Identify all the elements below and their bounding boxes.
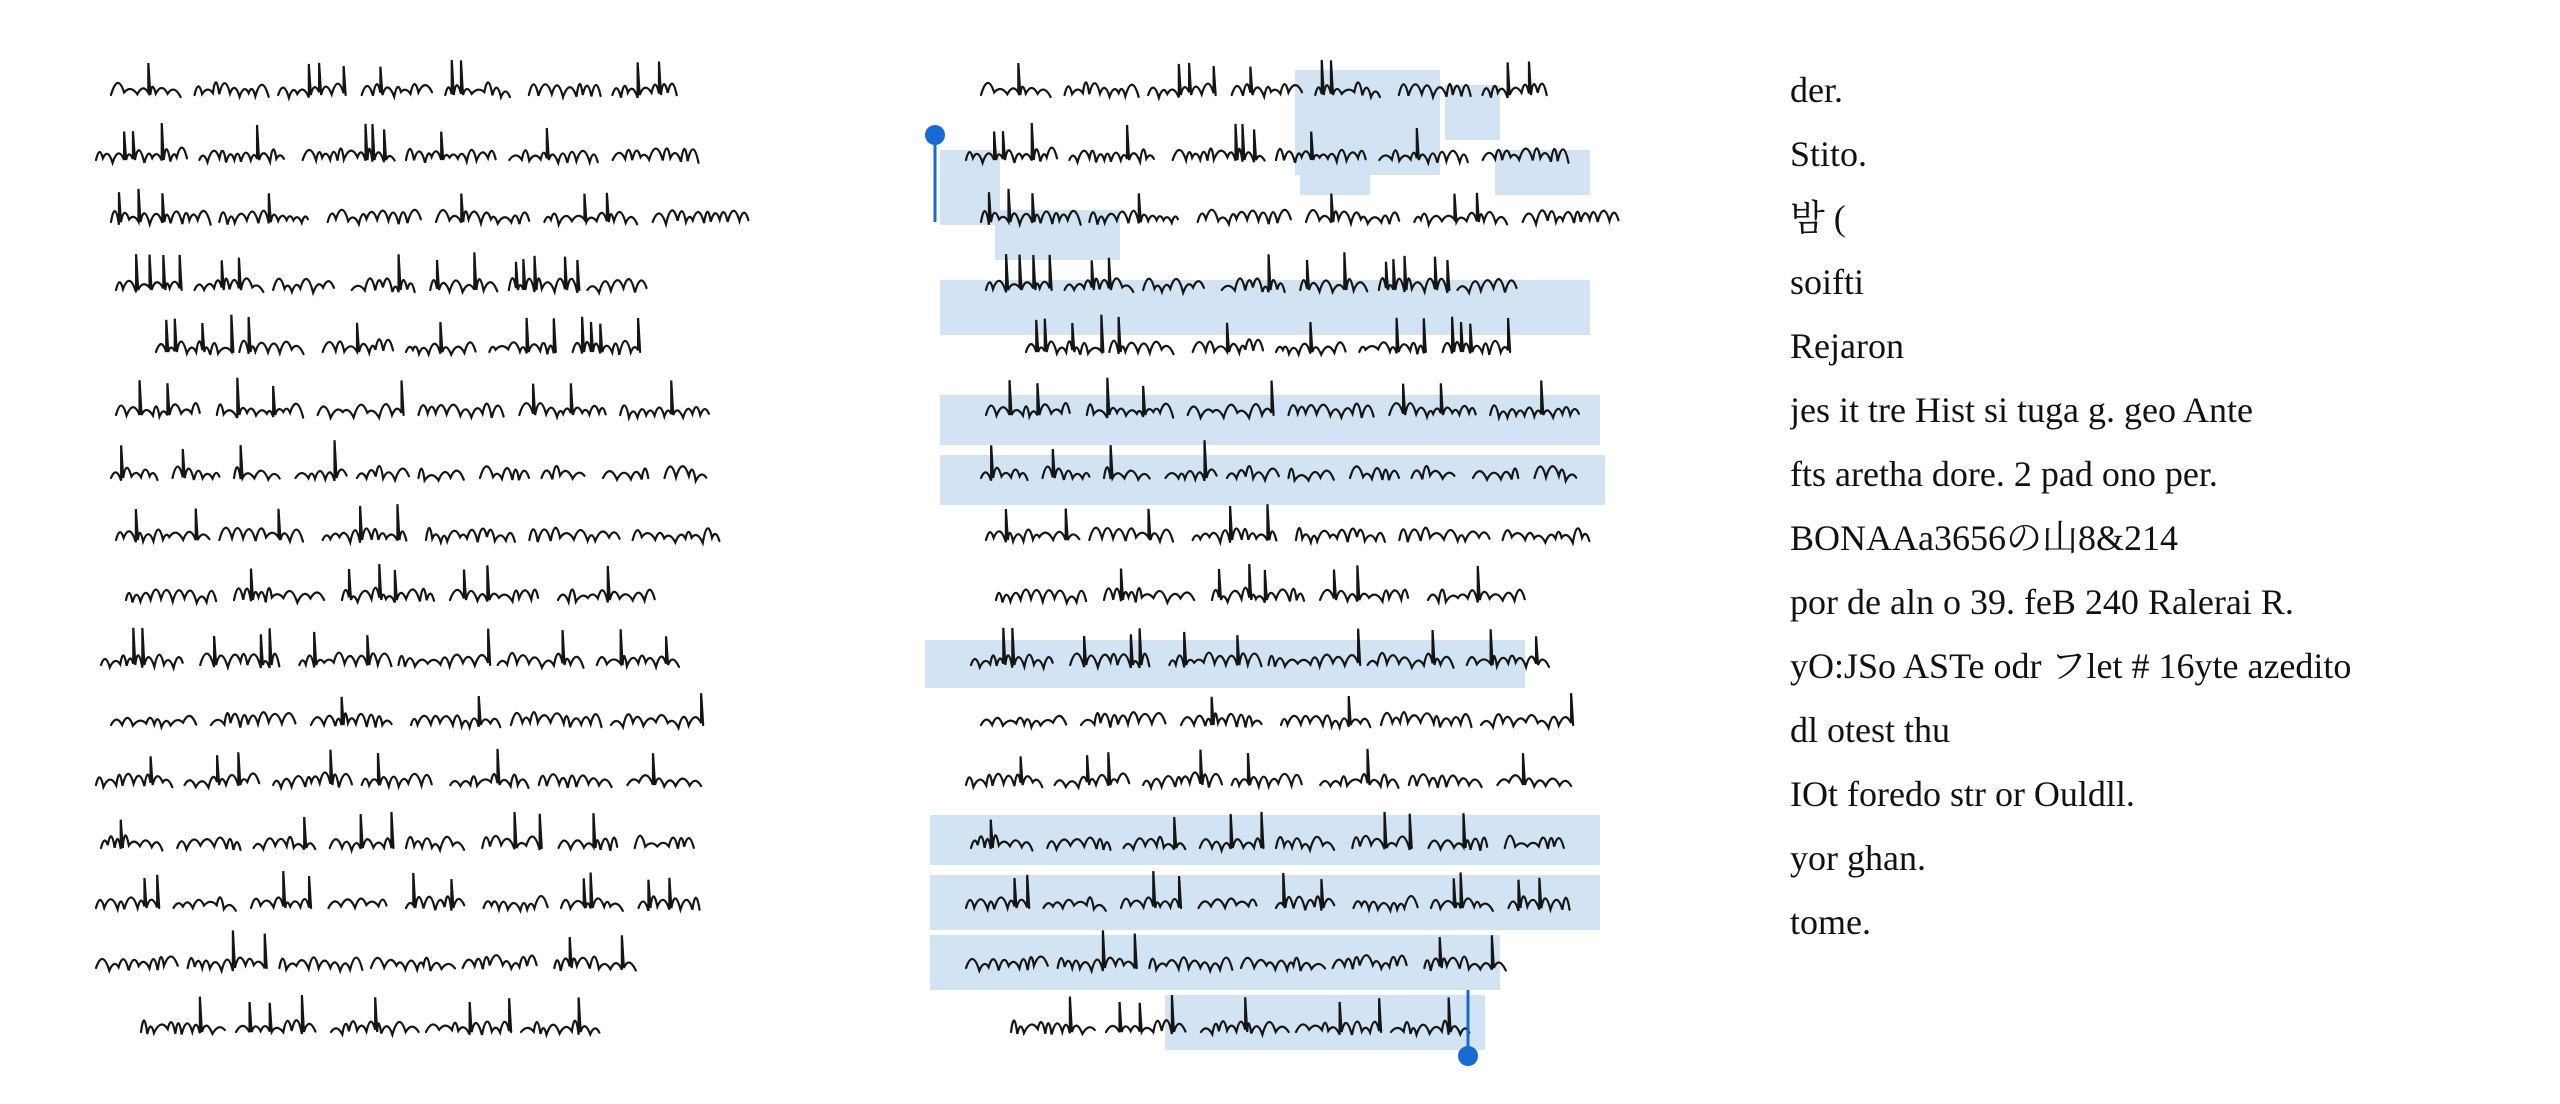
handwritten-word bbox=[362, 753, 432, 786]
handwritten-word bbox=[330, 812, 394, 851]
handwritten-word bbox=[303, 124, 395, 162]
handwritten-word bbox=[101, 628, 183, 668]
handwritten-word bbox=[653, 210, 749, 224]
recognized-text-list[interactable] bbox=[1790, 58, 2351, 954]
handwritten-word bbox=[1281, 696, 1370, 727]
handwritten-word bbox=[254, 817, 316, 850]
handwriting-image-original bbox=[0, 0, 900, 1104]
handwriting-scan-with-selection[interactable] bbox=[900, 0, 1800, 1104]
recognized-text-line[interactable]: jes it tre Hist si tuga g. geo Ante bbox=[1790, 390, 2253, 430]
handwritten-word bbox=[1497, 753, 1571, 786]
handwritten-word bbox=[1212, 564, 1304, 603]
handwritten-word bbox=[323, 323, 393, 353]
handwritten-word bbox=[511, 712, 601, 727]
recognized-text-line[interactable]: soifti bbox=[1790, 262, 1865, 302]
handwritten-word bbox=[1011, 997, 1095, 1035]
handwritten-word bbox=[278, 63, 345, 98]
handwritten-word bbox=[419, 469, 464, 481]
handwritten-word bbox=[126, 590, 216, 603]
handwritten-word bbox=[111, 63, 181, 97]
handwritten-word bbox=[1399, 528, 1489, 542]
handwritten-word bbox=[219, 193, 308, 224]
handwritten-word bbox=[342, 564, 434, 603]
handwritten-word bbox=[299, 632, 391, 668]
handwritten-word bbox=[1104, 569, 1194, 603]
handwritten-word bbox=[328, 210, 421, 224]
handwritten-word bbox=[436, 194, 529, 225]
handwritten-word bbox=[96, 957, 178, 971]
recognized-text-panel[interactable] bbox=[1790, 0, 2560, 1104]
handwritten-word bbox=[411, 696, 500, 727]
handwritten-word bbox=[587, 279, 646, 293]
handwritten-word bbox=[111, 445, 157, 480]
handwritten-word bbox=[603, 469, 648, 480]
recognized-text-line[interactable]: fts aretha dore. 2 pad ono per. bbox=[1790, 454, 2218, 494]
handwritten-word bbox=[544, 193, 637, 225]
handwritten-word bbox=[558, 566, 655, 603]
handwritten-word bbox=[480, 466, 529, 480]
recognized-text-line[interactable]: Stito. bbox=[1790, 134, 1868, 174]
handwritten-word bbox=[445, 60, 510, 97]
recognized-text-line[interactable]: yO:JSo ASTe odr フlet # 16yte azedito bbox=[1790, 646, 2352, 686]
handwritten-word bbox=[996, 590, 1086, 603]
handwritten-word bbox=[1428, 566, 1525, 603]
handwritten-word bbox=[1414, 193, 1507, 225]
handwritten-word bbox=[311, 697, 392, 728]
handwritten-word bbox=[1089, 509, 1173, 542]
handwritten-word bbox=[426, 998, 511, 1035]
handwritten-word bbox=[611, 693, 703, 728]
handwriting-ink bbox=[96, 60, 748, 1035]
handwritten-word bbox=[101, 820, 162, 851]
handwritten-word bbox=[195, 82, 269, 97]
handwritten-word bbox=[1503, 528, 1590, 543]
selection-highlight bbox=[930, 875, 1600, 930]
handwritten-word bbox=[463, 955, 537, 969]
handwritten-word bbox=[399, 629, 491, 667]
recognized-text-line[interactable]: Rejaron bbox=[1790, 326, 1904, 366]
handwritten-word bbox=[509, 256, 580, 293]
handwritten-word bbox=[156, 315, 233, 355]
handwritten-word bbox=[406, 322, 476, 355]
handwritten-word bbox=[296, 440, 347, 481]
handwritten-word bbox=[1296, 528, 1385, 542]
handwritten-word bbox=[96, 756, 172, 787]
handwritten-word bbox=[426, 528, 515, 542]
handwritten-word bbox=[200, 628, 279, 668]
handwritten-word bbox=[981, 716, 1066, 727]
handwriting-image-selection[interactable] bbox=[900, 0, 1800, 1104]
handwritten-word bbox=[519, 383, 605, 417]
handwritten-word bbox=[1065, 82, 1139, 97]
handwritten-word bbox=[1081, 712, 1165, 727]
handwritten-word bbox=[1523, 210, 1619, 224]
handwritten-word bbox=[1320, 749, 1398, 788]
selection-handle-icon[interactable] bbox=[1458, 1046, 1478, 1066]
handwritten-word bbox=[597, 629, 679, 667]
handwritten-word bbox=[239, 317, 303, 354]
handwritten-word bbox=[489, 318, 555, 354]
selection-handle-icon[interactable] bbox=[925, 125, 945, 145]
handwritten-word bbox=[116, 509, 209, 543]
handwritten-word bbox=[116, 254, 182, 292]
handwritten-word bbox=[430, 252, 497, 292]
selection-highlight bbox=[930, 815, 1600, 865]
handwritten-word bbox=[219, 509, 303, 542]
handwritten-word bbox=[234, 445, 280, 479]
handwritten-word bbox=[635, 836, 694, 849]
handwritten-word bbox=[318, 380, 404, 417]
handwritten-word bbox=[559, 813, 618, 851]
handwritten-word bbox=[509, 128, 597, 163]
handwritten-word bbox=[1320, 565, 1408, 601]
handwritten-word bbox=[279, 957, 362, 970]
handwritten-word bbox=[482, 812, 541, 850]
handwritten-word bbox=[406, 132, 496, 163]
recognized-text-line[interactable]: BONAAa3656の山8&214 bbox=[1790, 518, 2178, 558]
handwritten-word bbox=[329, 899, 387, 908]
recognized-text-line[interactable]: yor ghan. bbox=[1790, 838, 1926, 878]
handwritten-word bbox=[1232, 67, 1302, 97]
handwritten-word bbox=[1198, 210, 1291, 224]
handwritten-word bbox=[116, 380, 200, 416]
handwritten-word bbox=[357, 466, 409, 480]
handwritten-word bbox=[1409, 774, 1482, 787]
handwritten-word bbox=[331, 997, 419, 1034]
handwritten-word bbox=[1482, 62, 1546, 98]
handwritten-word bbox=[199, 125, 284, 163]
handwritten-word bbox=[1232, 753, 1302, 786]
handwritten-word bbox=[174, 897, 236, 910]
handwriting-scan bbox=[0, 0, 900, 1104]
handwritten-word bbox=[620, 380, 709, 417]
handwritten-word bbox=[639, 878, 700, 911]
handwritten-word bbox=[554, 935, 636, 971]
handwritten-word bbox=[1193, 504, 1277, 542]
handwritten-word bbox=[217, 378, 303, 418]
handwritten-word bbox=[251, 871, 311, 908]
handwritten-word bbox=[406, 873, 464, 911]
handwritten-word bbox=[613, 148, 699, 162]
handwritten-word bbox=[1306, 194, 1399, 225]
handwritten-word bbox=[323, 504, 407, 542]
handwritten-word bbox=[185, 752, 260, 787]
handwritten-word bbox=[498, 630, 584, 668]
handwritten-word bbox=[188, 930, 267, 971]
handwritten-word bbox=[352, 254, 415, 292]
handwritten-word bbox=[1173, 124, 1265, 162]
handwritten-word bbox=[234, 569, 324, 603]
handwritten-word bbox=[627, 753, 701, 786]
recognized-text-line[interactable]: dl otest thu bbox=[1790, 710, 1950, 750]
handwritten-word bbox=[1481, 693, 1573, 728]
handwritten-word bbox=[1381, 712, 1471, 727]
handwritten-word bbox=[141, 997, 225, 1035]
handwritten-word bbox=[195, 258, 264, 292]
selection-highlight bbox=[940, 455, 1605, 505]
handwritten-word bbox=[633, 528, 720, 543]
handwritten-word bbox=[371, 958, 455, 971]
handwritten-word bbox=[96, 875, 159, 909]
handwritten-word bbox=[236, 995, 315, 1034]
handwritten-word bbox=[966, 756, 1042, 787]
handwritten-word bbox=[96, 123, 187, 163]
recognized-text-line[interactable]: tome. bbox=[1790, 902, 1871, 942]
handwritten-word bbox=[450, 565, 538, 601]
handwritten-word bbox=[529, 528, 619, 542]
handwritten-word bbox=[1148, 63, 1215, 98]
handwritten-word bbox=[111, 716, 196, 727]
handwritten-word bbox=[573, 317, 640, 355]
handwritten-word bbox=[665, 466, 707, 481]
handwritten-word bbox=[173, 449, 220, 480]
handwritten-word bbox=[273, 750, 352, 788]
handwritten-word bbox=[1143, 750, 1222, 788]
handwritten-word bbox=[561, 872, 623, 910]
handwritten-word bbox=[981, 63, 1051, 97]
handwritten-word bbox=[484, 896, 548, 910]
handwritten-word bbox=[1181, 697, 1262, 728]
handwritten-word bbox=[211, 712, 295, 727]
handwritten-word bbox=[419, 404, 504, 418]
handwritten-word bbox=[521, 997, 599, 1034]
handwritten-word bbox=[406, 837, 464, 850]
handwritten-word bbox=[539, 774, 612, 787]
handwritten-word bbox=[542, 466, 585, 479]
recognized-text-line[interactable]: 밤 ( bbox=[1790, 198, 1846, 238]
handwritten-word bbox=[1065, 258, 1134, 292]
handwritten-word bbox=[1069, 125, 1154, 163]
recognized-text-line[interactable]: por de aln o 39. feB 240 Ralerai R. bbox=[1790, 582, 2294, 622]
handwritten-word bbox=[1055, 752, 1130, 787]
handwritten-word bbox=[273, 279, 334, 293]
recognized-text-line[interactable]: IOt foredo str or Ouldll. bbox=[1790, 774, 2135, 814]
handwritten-word bbox=[612, 62, 676, 98]
recognized-text-line[interactable]: der. bbox=[1790, 70, 1843, 110]
handwritten-word bbox=[529, 84, 601, 97]
handwritten-word bbox=[177, 838, 240, 850]
handwritten-word bbox=[986, 509, 1079, 543]
handwritten-word bbox=[966, 123, 1057, 163]
handwritten-word bbox=[450, 749, 528, 788]
handwritten-word bbox=[111, 189, 211, 225]
handwritten-word bbox=[362, 67, 432, 97]
